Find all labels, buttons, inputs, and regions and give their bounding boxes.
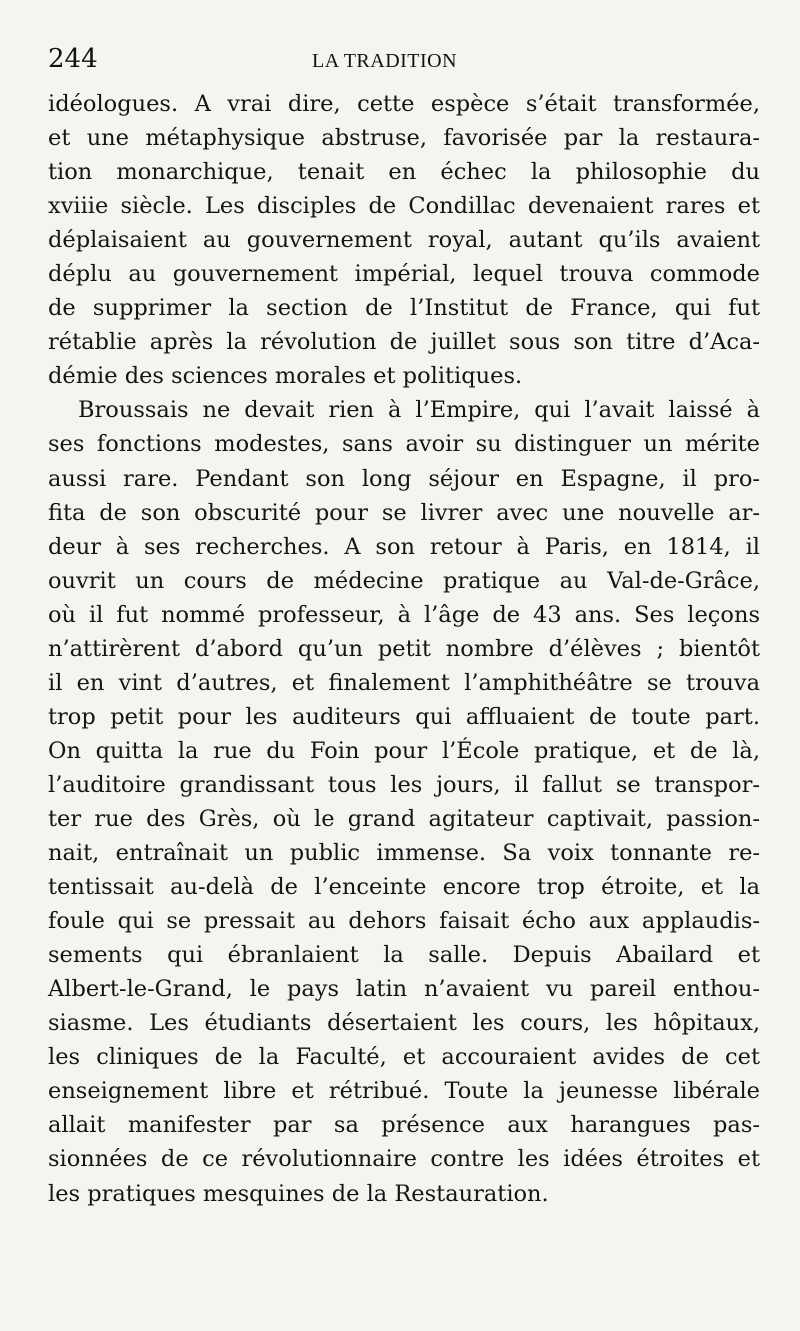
text-line: Broussais ne devait rien à l’Empire, qui l’avait laissé à: [78, 397, 760, 424]
text-line: idéologues. A vrai dire, cette espèce s’était transformée,: [48, 91, 760, 117]
text-line: tentissait au-delà de l’enceinte encore trop étroite, et la: [48, 874, 760, 901]
text-line: On quitta la rue du Foin pour l’École pratique, et de là,: [48, 737, 760, 764]
page-header: [48, 44, 758, 78]
text-line: Albert-le-Grand, le pays latin n’avaient vu pareil enthou-: [48, 976, 760, 1003]
text-line: sements qui ébranlaient la salle. Depuis Abailard et: [48, 942, 760, 969]
running-title: LA TRADITION: [312, 50, 458, 72]
paragraph-2: [48, 393, 760, 1210]
text-line: démie des sciences morales et politiques.: [48, 363, 523, 390]
text-line: de supprimer la section de l’Institut de France, qui fut: [48, 295, 760, 322]
text-line: déplaisaient au gouvernement royal, autant qu’ils avaient: [48, 227, 760, 254]
text-line: l’auditoire grandissant tous les jours, il fallut se transpor-: [48, 771, 760, 798]
text-line: nait, entraînait un public immense. Sa voix tonnante re-: [48, 840, 760, 867]
text-line: les cliniques de la Faculté, et accouraient avides de cet: [48, 1044, 760, 1071]
text-line: déplu au gouvernement impérial, lequel trouva commode: [48, 261, 760, 288]
text-line: rétablie après la révolution de juillet sous son titre d’Aca-: [48, 329, 760, 356]
text-line: deur à ses recherches. A son retour à Paris, en 1814, il: [48, 533, 760, 560]
text-line: tion monarchique, tenait en échec la philosophie du: [48, 159, 760, 186]
text-line: il en vint d’autres, et finalement l’amphithéâtre se trouva: [48, 669, 760, 696]
text-line: xviiie siècle. Les disciples de Condillac devenaient rares et: [48, 193, 760, 220]
text-line: où il fut nommé professeur, à l’âge de 43 ans. Ses leçons: [48, 601, 760, 628]
text-line: ter rue des Grès, où le grand agitateur captivait, passion-: [48, 805, 760, 832]
text-line: foule qui se pressait au dehors faisait écho aux applaudis-: [48, 908, 760, 935]
text-line: siasme. Les étudiants désertaient les cours, les hôpitaux,: [48, 1010, 760, 1037]
text-line: ses fonctions modestes, sans avoir su distinguer un mérite: [48, 431, 760, 458]
text-line: trop petit pour les auditeurs qui affluaient de toute part.: [48, 703, 760, 730]
text-line: les pratiques mesquines de la Restauration.: [48, 1180, 549, 1207]
text-line: enseignement libre et rétribué. Toute la jeunesse libérale: [48, 1078, 760, 1105]
text-line: fita de son obscurité pour se livrer avec une nouvelle ar-: [48, 499, 760, 526]
page-number: 244: [48, 44, 98, 74]
text-line: sionnées de ce révolutionnaire contre les idées étroites et: [48, 1146, 760, 1173]
text-line: n’attirèrent d’abord qu’un petit nombre d’élèves ; bientôt: [48, 635, 760, 662]
paragraph-1: [48, 87, 760, 393]
text-line: allait manifester par sa présence aux harangues pas-: [48, 1112, 760, 1139]
text-line: et une métaphysique abstruse, favorisée par la restaura-: [48, 125, 760, 152]
text-line: aussi rare. Pendant son long séjour en Espagne, il pro-: [48, 465, 760, 492]
text-line: ouvrit un cours de médecine pratique au Val-de-Grâce,: [48, 567, 760, 594]
body-text: [48, 87, 760, 1211]
